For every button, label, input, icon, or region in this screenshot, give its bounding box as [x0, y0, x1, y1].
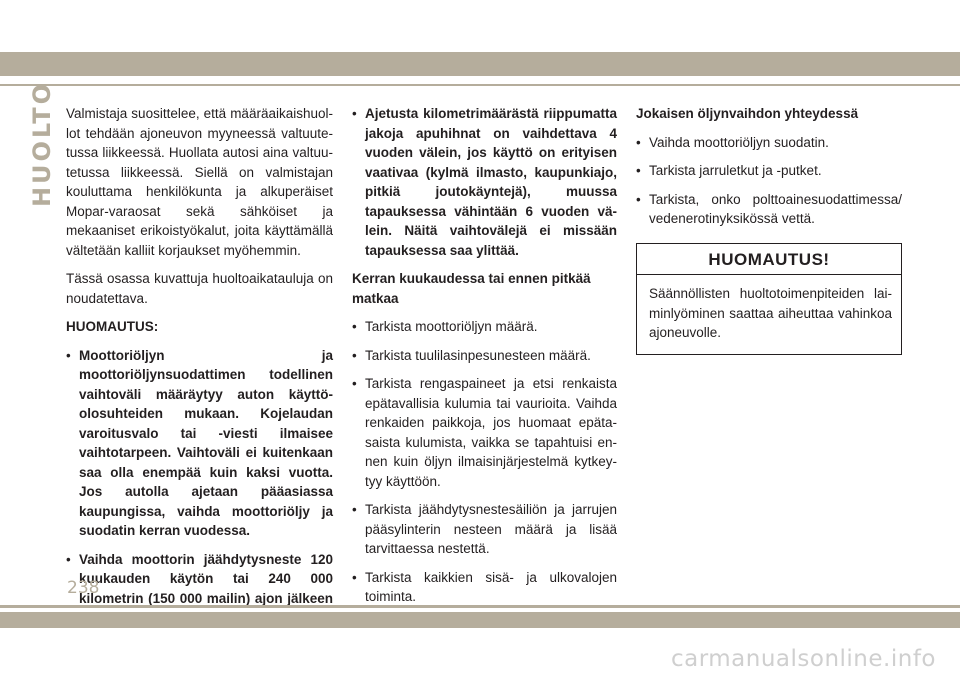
column-3 — [636, 104, 902, 355]
schedule-paragraph: Tässä osassa kuvattuja huoltoaikatauluja on noudatettava. — [66, 271, 333, 306]
bottom-band — [0, 612, 960, 628]
bottom-rule — [0, 605, 960, 608]
bullet-item: • Tarkista moottoriöljyn määrä. — [352, 317, 617, 337]
caution-box — [636, 243, 902, 355]
watermark: carmanualsonline.info — [670, 646, 936, 672]
bullet-item: • Tarkista kaikkien sisä- ja ulkovalojen toiminta. — [352, 568, 617, 607]
caution-title: HUOMAUTUS! — [637, 244, 901, 276]
bullet-item: • Vaihda moottoriöljyn suodatin. — [636, 133, 902, 153]
bullet-item: • Tarkista jäähdytysnestesäiliön ja jarrujen pääsylinterin nesteen määrä ja lisää tarvittaessa nestettä. — [352, 500, 617, 559]
page-number: 238 — [67, 578, 100, 598]
column-2 — [352, 104, 617, 616]
caution-text: Säännöllisten huoltotoimenpiteiden laiminlyöminen saattaa aiheuttaa vahinkoa ajoneuvolle. — [649, 286, 892, 340]
intro-paragraph: Valmistaja suosittelee, että määräaikaishuollot tehdään ajoneuvon myyneessä valtuutetussa liikkeessä. Huollata autosi aina valtuutetussa liikkeessä. Siellä on valmistajan kouluttama henkilökunta ja alkuperäiset Mopar-varaosat sekä sähköiset ja mekaaniset erikoistyökalut, joita käyttämällä vältetään kalliit korjaukset myöhemmin. — [66, 106, 333, 258]
bullet-item: • Moottoriöljyn ja moottoriöljynsuodattimen todellinen vaihtoväli määräytyy auton käyttöolosuhteiden mukaan. Kojelaudan varoitusvalo tai -viesti ilmaisee vaihtotarpeen. Vaihtoväli ei kuitenkaan saa olla enempää kuin kaksi vuotta. Jos autolla ajetaan pääasiassa kaupungissa, vaihda moottoriöljy ja suodatin kerran vuodessa. — [66, 346, 333, 541]
note-heading: HUOMAUTUS: — [66, 319, 159, 334]
column-1 — [66, 104, 333, 637]
bullet-item: • Tarkista jarruletkut ja -putket. — [636, 161, 902, 181]
bullet-item: • Tarkista tuulilasinpesunesteen määrä. — [352, 346, 617, 366]
oil-change-heading: Jokaisen öljynvaihdon yhteydessä — [636, 106, 859, 121]
bullet-item: • Vaihda moottorin jäähdytysneste 120 kuukauden käytön tai 240 000 kilometrin (150 000 mailin) ajon jälkeen — [66, 550, 333, 628]
section-side-tab — [22, 80, 62, 208]
bullet-item: • Ajetusta kilometrimäärästä riippumatta jakoja apuhihnat on vaihdettava 4 vuoden välein, jos käyttö on erityisen vaativaa (kylmä ilmasto, kaupunkiajo, pitkiä joutokäyntejä), muussa tapauksessa vähintään 6 vuoden välein. Näitä vaihtovälejä ei missään tapauksessa saa ylittää. — [352, 104, 617, 260]
bullet-item: • Tarkista, onko polttoainesuodattimessa/ vedenerotinyksikössä vettä. — [636, 190, 902, 229]
top-rule — [0, 84, 960, 86]
monthly-heading: Kerran kuukaudessa tai ennen pitkää matkaa — [352, 271, 591, 306]
bullet-item: • Tarkista rengaspaineet ja etsi renkaista epätavallisia kulumia tai vaurioita. Vaihda renkaiden paikkoja, jos huomaat epätasaista kulumista, vaikka se tapahtuisi ennen kuin öljyn ilmaisinjärjestelmä kytkeytyy käyttöön. — [352, 374, 617, 491]
section-tab-label: HUOLTO — [28, 80, 57, 208]
top-band — [0, 52, 960, 76]
